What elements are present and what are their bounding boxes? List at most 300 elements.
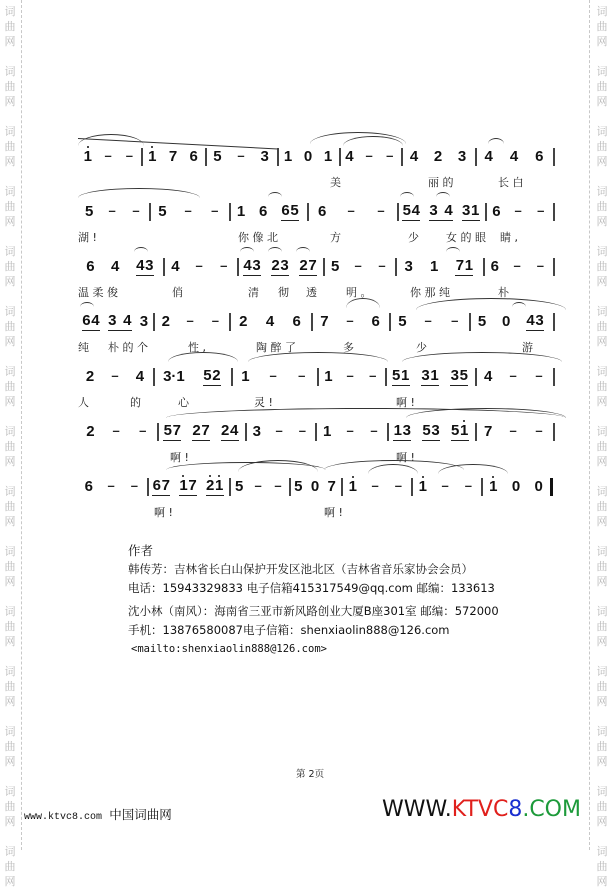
lyric-text: 啊 ! (154, 506, 173, 519)
beamed-note-group (163, 422, 181, 441)
dash-hold: – (370, 423, 378, 438)
dash-hold: – (237, 148, 245, 163)
bar-line (141, 148, 143, 166)
lyric-text: 少 (416, 341, 427, 354)
note (320, 311, 328, 331)
measure (324, 256, 394, 276)
note-digit: 6 (86, 258, 95, 275)
bar-line (387, 423, 389, 441)
watermark-group (2, 604, 18, 649)
watermark-group (2, 544, 18, 589)
watermark-char: 词 (596, 785, 608, 798)
lyric-text: 温 柔 俊 (78, 286, 118, 299)
note (349, 476, 357, 496)
note-digit: 1 (348, 478, 357, 495)
note (458, 146, 466, 166)
note-digit: 7 (308, 256, 317, 274)
note (324, 146, 332, 166)
bar-line (553, 423, 555, 441)
dash-hold: – (275, 423, 283, 438)
page-number: 第 2页 (296, 769, 325, 780)
note-digit: 3 (450, 366, 459, 384)
watermark-char: 曲 (4, 440, 16, 453)
beamed-note-group (422, 422, 440, 441)
dash-hold: – (220, 258, 228, 273)
bar-line (481, 478, 483, 496)
note (398, 311, 406, 331)
measure (164, 256, 236, 276)
measure (154, 366, 230, 386)
logo-text-part: 8 (508, 797, 523, 822)
note-digit: 0 (534, 478, 543, 495)
slur-arc (80, 302, 94, 307)
note-digit: 5 (213, 148, 222, 165)
note-digit: 4 (265, 313, 275, 330)
note-digit: 0 (303, 148, 313, 165)
note (86, 256, 94, 276)
dash-hold: – (377, 203, 385, 218)
beamed-note-group (108, 312, 132, 331)
watermark-group (594, 544, 610, 589)
note (213, 146, 221, 166)
watermark-char: 词 (596, 845, 608, 858)
watermark-char: 曲 (4, 20, 16, 33)
dash-hold: – (424, 313, 432, 328)
watermark-group (594, 664, 610, 709)
note (410, 146, 418, 166)
author1-contact: 电话：15943329833 电子信箱415317549@qq.com 邮编：133613 (128, 581, 495, 595)
note (171, 256, 179, 276)
notes-line (78, 146, 556, 166)
note-digit: 1 (148, 148, 157, 165)
bar-line (475, 148, 477, 166)
watermark-char: 曲 (4, 860, 16, 873)
note-digit: 7 (172, 421, 181, 439)
bar-line (229, 313, 231, 331)
dash-hold: – (186, 313, 194, 328)
note (323, 421, 331, 441)
measure (476, 366, 552, 386)
lyric-text: 游 (522, 341, 533, 354)
watermark-char: 网 (4, 575, 16, 588)
watermark-char: 网 (596, 35, 608, 48)
watermark-group (2, 124, 18, 169)
watermark-char: 曲 (596, 20, 608, 33)
right-margin-line (589, 0, 590, 850)
watermark-char: 词 (4, 725, 16, 738)
note-digit: 7 (161, 476, 170, 494)
slur-arc (400, 192, 414, 197)
bar-line (205, 148, 207, 166)
watermark-group (594, 484, 610, 529)
measure (230, 476, 288, 496)
note-digit: 1 (324, 368, 333, 385)
measure (484, 256, 552, 276)
bar-line (411, 478, 413, 496)
lyric-text: 彻 (278, 286, 289, 299)
ktvc8-logo[interactable] (382, 797, 581, 822)
bar-line (163, 258, 165, 276)
lyric-text: 心 (178, 396, 189, 409)
note (169, 146, 177, 166)
logo-text-part: WWW. (382, 797, 452, 822)
note-digit: 5 (234, 478, 244, 495)
measure (470, 311, 552, 331)
note-digit: 7 (201, 421, 210, 439)
note (259, 201, 267, 221)
note (534, 476, 542, 496)
note (241, 366, 249, 386)
watermark-char: 词 (4, 125, 16, 138)
bar-line (149, 203, 151, 221)
footer-site-credit (24, 805, 172, 823)
lyric-text: 朴 的 个 (108, 341, 148, 354)
note-digit: 5 (330, 258, 340, 275)
watermark-char: 词 (596, 5, 608, 18)
bar-line (553, 368, 555, 386)
watermark-group (2, 4, 18, 49)
note-digit: 3 (139, 313, 149, 330)
measure (150, 201, 228, 221)
watermark-group (594, 724, 610, 769)
note-digit: 5 (459, 366, 468, 384)
note-digit: 1 (176, 368, 185, 385)
watermark-group (594, 424, 610, 469)
beamed-note-group (393, 422, 411, 441)
note (148, 146, 156, 166)
beamed-note-group (462, 202, 480, 221)
dash-hold: – (254, 478, 262, 493)
bar-line (339, 148, 341, 166)
slur-arc (134, 247, 148, 252)
dash-hold: – (108, 203, 116, 218)
bar-line (553, 258, 555, 276)
watermark-char: 曲 (4, 320, 16, 333)
note (86, 366, 94, 386)
note-digit: 6 (535, 148, 544, 165)
note-digit: 4 (411, 201, 420, 219)
note-digit: 5 (477, 313, 487, 330)
measure (398, 201, 484, 221)
note-digit: 0 (310, 478, 320, 495)
note-digit: 5 (294, 478, 303, 495)
lyric-text: 啊 ! (396, 396, 415, 409)
watermark-char: 网 (596, 95, 608, 108)
bar-line (229, 203, 231, 221)
final-bar-line (550, 478, 553, 496)
watermark-group (594, 64, 610, 109)
measure (390, 311, 468, 331)
bar-line (401, 148, 403, 166)
watermark-group (594, 304, 610, 349)
note-digit: 2 (299, 256, 308, 274)
dash-hold: – (537, 203, 545, 218)
note-digit: 4 (243, 256, 252, 274)
notes-line (78, 256, 556, 276)
watermark-char: 曲 (4, 140, 16, 153)
measure (238, 256, 322, 276)
note-digit: 1 (430, 366, 439, 384)
watermark-char: 曲 (596, 680, 608, 693)
note-digit: 0 (501, 313, 511, 330)
note (489, 476, 497, 496)
watermark-char: 曲 (4, 200, 16, 213)
measure (142, 146, 204, 166)
watermark-char: 词 (596, 365, 608, 378)
note-digit: 4 (409, 148, 419, 165)
dash-hold: – (347, 203, 355, 218)
beamed-note-group (271, 257, 289, 276)
left-margin-line (21, 0, 22, 850)
note-digit: 1 (464, 256, 474, 274)
dash-hold: – (211, 203, 219, 218)
note-digit: 3 (431, 421, 440, 439)
slur-arc (268, 192, 282, 197)
dash-hold: – (184, 203, 192, 218)
lyric-text: 人 (78, 396, 89, 409)
note-digit: 6 (490, 258, 499, 275)
author2-contact: 手机：13876580087电子信箱：shenxiaolin888@126.com (128, 623, 450, 637)
author2-mailto-link[interactable]: <mailto:shenxiaolin888@126.com> (131, 643, 327, 655)
dash-hold: – (365, 148, 373, 163)
watermark-group (2, 304, 18, 349)
note (512, 476, 520, 496)
watermark-group (2, 64, 18, 109)
note-digit: 6 (82, 311, 91, 329)
watermark-char: 曲 (596, 380, 608, 393)
dash-hold: – (536, 258, 544, 273)
note-digit: 7 (327, 478, 336, 495)
note (327, 476, 335, 496)
bar-line (317, 368, 319, 386)
watermark-char: 网 (4, 215, 16, 228)
bar-line (395, 258, 397, 276)
lyric-text: 啊 ! (396, 451, 415, 464)
author1-address: 韩传芳：吉林省长白山保护开发区池北区（吉林省音乐家协会会员） (128, 562, 473, 576)
note-digit: 3 (252, 423, 261, 440)
note (502, 311, 510, 331)
note-digit: 2 (86, 423, 95, 440)
note (405, 256, 413, 276)
footer-url-link[interactable]: www.ktvc8.com (24, 812, 103, 823)
measure (312, 311, 388, 331)
watermark-char: 曲 (596, 620, 608, 633)
slur-arc (296, 247, 310, 252)
watermark-char: 词 (4, 605, 16, 618)
bar-line (245, 423, 247, 441)
lyric-text: 啊 ! (324, 506, 343, 519)
notes-line (78, 421, 556, 441)
watermark-char: 词 (596, 665, 608, 678)
note-digit: 7 (320, 313, 329, 330)
bar-line (389, 313, 391, 331)
lyric-text: 清 (248, 286, 259, 299)
watermark-char: 词 (4, 185, 16, 198)
watermark-char: 曲 (4, 620, 16, 633)
lyric-text: 透 (306, 286, 317, 299)
note (284, 146, 292, 166)
watermark-char: 词 (4, 485, 16, 498)
measure (232, 366, 316, 386)
author2-address: 沈小林（南风）：海南省三亚市新风路创业大厦B座301室 邮编：572000 (128, 604, 499, 618)
note-digit: 3 (429, 201, 438, 219)
note-digit: 1 (214, 476, 224, 494)
bar-line (553, 148, 555, 166)
dash-hold: – (112, 423, 120, 438)
watermark-group (594, 604, 610, 649)
watermark-char: 词 (4, 665, 16, 678)
bar-line (341, 478, 343, 496)
note (84, 146, 92, 166)
note-digit: 6 (371, 313, 380, 330)
watermark-char: 网 (596, 575, 608, 588)
measure (278, 146, 338, 166)
watermark-char: 网 (596, 335, 608, 348)
measure (316, 421, 386, 441)
watermark-char: 曲 (596, 140, 608, 153)
note-digit: 4 (91, 311, 100, 329)
note-digit: 3 (260, 148, 269, 165)
watermark-char: 词 (4, 845, 16, 858)
lyric-text: 睛 , (500, 231, 518, 244)
watermark-char: 曲 (596, 440, 608, 453)
note-digit: 5 (422, 421, 431, 439)
bar-line (483, 258, 485, 276)
note-digit: 2 (271, 256, 280, 274)
note-digit: 5 (158, 203, 167, 220)
note (419, 476, 427, 496)
note-digit: 7 (168, 148, 178, 165)
beamed-note-group (429, 202, 453, 221)
watermark-char: 网 (4, 755, 16, 768)
watermark-group (594, 184, 610, 229)
watermark-char: 网 (596, 695, 608, 708)
measure (154, 311, 228, 331)
dash-hold: – (298, 423, 306, 438)
watermark-char: 曲 (596, 200, 608, 213)
measure (340, 146, 400, 166)
note-digit: 5 (450, 421, 460, 439)
note-digit: · (171, 368, 177, 385)
lyric-text: 啊 ! (170, 451, 189, 464)
measure (78, 146, 140, 166)
note-digit: 6 (281, 201, 290, 219)
notes-line (78, 366, 556, 386)
note (331, 256, 339, 276)
slur-arc (268, 247, 282, 252)
watermark-char: 网 (4, 95, 16, 108)
bar-line (277, 148, 279, 166)
slur-arc (512, 302, 526, 307)
watermark-char: 曲 (4, 560, 16, 573)
dash-hold: – (346, 368, 354, 383)
beamed-note-group (402, 202, 420, 221)
bar-line (147, 478, 149, 496)
note-digit: 5 (84, 203, 94, 220)
measure (78, 421, 156, 441)
note-digit: 1 (489, 478, 498, 495)
bar-line (553, 313, 555, 331)
note (260, 146, 268, 166)
watermark-char: 网 (596, 275, 608, 288)
watermark-char: 词 (596, 305, 608, 318)
note-digit: 6 (84, 478, 93, 495)
watermark-char: 曲 (596, 560, 608, 573)
watermark-char: 词 (596, 605, 608, 618)
lyric-text: 你 像 北 (238, 231, 278, 244)
note-digit: 2 (192, 421, 201, 439)
note (189, 146, 197, 166)
watermark-char: 曲 (596, 800, 608, 813)
dash-hold: – (125, 148, 133, 163)
beamed-note-group (450, 367, 468, 386)
bar-line (231, 368, 233, 386)
note-digit: 4 (135, 368, 145, 385)
measure (78, 256, 162, 276)
note (484, 421, 492, 441)
measure (342, 476, 410, 496)
watermark-char: 词 (596, 65, 608, 78)
lyric-text: 纯 (78, 341, 89, 354)
note-digit: 6 (317, 203, 327, 220)
note-digit: 3 (252, 256, 261, 274)
note (510, 146, 518, 166)
note (292, 311, 300, 331)
note-digit: 2 (239, 313, 248, 330)
dash-hold: – (514, 203, 522, 218)
watermark-char: 网 (596, 395, 608, 408)
note-digit: 2 (220, 421, 230, 439)
note (235, 476, 243, 496)
beamed-note-group (392, 367, 410, 386)
dash-hold: – (346, 423, 354, 438)
note-digit: 5 (398, 313, 407, 330)
watermark-char: 曲 (596, 500, 608, 513)
lyric-text: 性 , (188, 341, 206, 354)
note-digit: 3 (108, 311, 117, 329)
watermark-group (594, 4, 610, 49)
watermark-char: 曲 (4, 500, 16, 513)
dash-hold: – (513, 258, 521, 273)
watermark-group (594, 244, 610, 289)
note-digit: 2 (212, 366, 221, 384)
watermark-char: 曲 (596, 860, 608, 873)
note (324, 366, 332, 386)
watermark-char: 词 (596, 185, 608, 198)
note (294, 476, 302, 496)
bar-line (311, 313, 313, 331)
note (492, 201, 500, 221)
dash-hold: – (509, 368, 517, 383)
beamed-note-group (451, 422, 469, 441)
watermark-char: 网 (4, 275, 16, 288)
watermark-char: 曲 (596, 740, 608, 753)
measure (78, 476, 146, 496)
watermark-group (2, 424, 18, 469)
dash-hold: – (464, 478, 472, 493)
measure (412, 476, 480, 496)
note-digit: 4 (484, 148, 493, 165)
watermark-char: 网 (596, 635, 608, 648)
note (239, 311, 247, 331)
dash-hold: – (130, 478, 138, 493)
watermark-char: 词 (4, 305, 16, 318)
lyric-text: 的 (130, 396, 141, 409)
measure (246, 421, 314, 441)
watermark-char: 网 (4, 515, 16, 528)
dash-hold: – (354, 258, 362, 273)
note (162, 311, 170, 331)
